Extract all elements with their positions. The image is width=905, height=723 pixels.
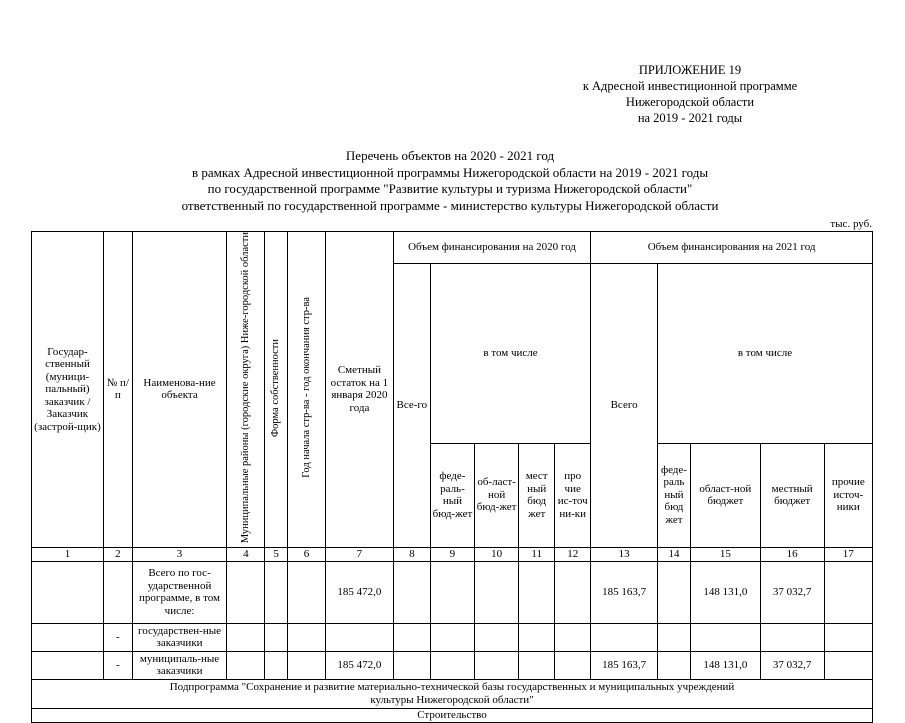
header-name: Наименова-ние объекта bbox=[132, 232, 227, 548]
header-num: № п/п bbox=[103, 232, 132, 548]
row-name: государствен-ные заказчики bbox=[132, 623, 227, 651]
header-fin-2021: Объем финансирования на 2021 год bbox=[591, 232, 873, 264]
row-total-2021 bbox=[591, 623, 658, 651]
title-line-2: в рамках Адресной инвестиционной программы Нижегородской области на 2019 - 2021 годы bbox=[191, 164, 709, 180]
header-total-2020: Все-го bbox=[393, 264, 430, 548]
col-number: 13 bbox=[591, 547, 658, 561]
row-dash: - bbox=[103, 651, 132, 679]
row-local-2021 bbox=[760, 623, 824, 651]
row-balance: 185 472,0 bbox=[325, 651, 393, 679]
title-line-4: ответственный по государственной программе - министерство культуры Нижегородской области bbox=[181, 197, 719, 213]
objects-table bbox=[31, 231, 873, 723]
row-balance bbox=[325, 623, 393, 651]
col-number: 10 bbox=[475, 547, 519, 561]
header-regional-2021: област-ной бюджет bbox=[690, 443, 760, 547]
col-number: 5 bbox=[265, 547, 288, 561]
header-local-2021: местный бюджет bbox=[760, 443, 824, 547]
header-years: Год начала стр-ва - год окончания стр-ва bbox=[300, 297, 312, 478]
row-balance: 185 472,0 bbox=[325, 561, 393, 623]
table-row bbox=[32, 623, 873, 651]
header-federal-2021: феде-раль ный бюд жет bbox=[658, 443, 691, 547]
col-number: 8 bbox=[393, 547, 430, 561]
col-number: 14 bbox=[658, 547, 691, 561]
unit-label: тыс. руб. bbox=[830, 218, 872, 230]
table-row bbox=[32, 651, 873, 679]
col-number: 4 bbox=[227, 547, 265, 561]
column-numbers-row bbox=[32, 547, 873, 561]
row-total-2021: 185 163,7 bbox=[591, 561, 658, 623]
subprogram-row bbox=[32, 679, 873, 708]
col-number: 15 bbox=[690, 547, 760, 561]
col-number: 3 bbox=[132, 547, 227, 561]
row-dash bbox=[103, 561, 132, 623]
subprogram-line-2: культуры Нижегородской области" bbox=[370, 693, 534, 706]
row-regional-2021: 148 131,0 bbox=[690, 651, 760, 679]
col-number: 1 bbox=[32, 547, 104, 561]
row-local-2021: 37 032,7 bbox=[760, 561, 824, 623]
header-fin-2020: Объем финансирования на 2020 год bbox=[393, 232, 590, 264]
appendix-header bbox=[540, 62, 840, 126]
row-total-2021: 185 163,7 bbox=[591, 651, 658, 679]
header-other-2021: прочие источ-ники bbox=[824, 443, 872, 547]
row-name: муниципаль-ные заказчики bbox=[132, 651, 227, 679]
col-number: 9 bbox=[430, 547, 474, 561]
col-number: 2 bbox=[103, 547, 132, 561]
header-customer: Государ-ственный (муници-пальный) заказчик / Заказчик (застрой-щик) bbox=[32, 232, 104, 548]
header-total-2021: Всего bbox=[591, 264, 658, 548]
appendix-line-4: на 2019 - 2021 годы bbox=[637, 111, 743, 125]
section-row: Строительство bbox=[32, 708, 873, 722]
row-dash: - bbox=[103, 623, 132, 651]
header-incl-2020: в том числе bbox=[430, 264, 590, 444]
title-line-3: по государственной программе "Развитие культуры и туризма Нижегородской области" bbox=[207, 181, 693, 196]
header-ownership: Форма собственности bbox=[270, 338, 282, 437]
table-row bbox=[32, 561, 873, 623]
row-regional-2021 bbox=[690, 623, 760, 651]
header-districts: Муниципальные районы (городские округа) Ниже-городской области bbox=[240, 232, 252, 544]
header-federal-2020: феде-раль-ный бюд-жет bbox=[430, 443, 474, 547]
header-local-2020: мест ный бюд жет bbox=[519, 443, 555, 547]
subprogram-line-1: Подпрограмма "Сохранение и развитие материально-технической базы государственных и муниципальных учреждений bbox=[169, 681, 735, 694]
col-number: 7 bbox=[325, 547, 393, 561]
header-other-2020: про чие ис-точ ни-ки bbox=[555, 443, 591, 547]
row-regional-2021: 148 131,0 bbox=[690, 561, 760, 623]
col-number: 6 bbox=[287, 547, 325, 561]
col-number: 16 bbox=[760, 547, 824, 561]
col-number: 17 bbox=[824, 547, 872, 561]
col-number: 11 bbox=[519, 547, 555, 561]
row-name: Всего по гос-ударственной программе, в том числе: bbox=[132, 561, 227, 623]
appendix-line-1: ПРИЛОЖЕНИЕ 19 bbox=[638, 63, 742, 77]
header-regional-2020: об-ласт-ной бюд-жет bbox=[475, 443, 519, 547]
appendix-line-2: к Адресной инвестиционной программе bbox=[582, 79, 798, 93]
row-local-2021: 37 032,7 bbox=[760, 651, 824, 679]
appendix-line-3: Нижегородской области bbox=[625, 95, 755, 109]
col-number: 12 bbox=[555, 547, 591, 561]
document-title bbox=[60, 148, 840, 214]
header-balance: Сметный остаток на 1 января 2020 года bbox=[325, 232, 393, 548]
title-line-1: Перечень объектов на 2020 - 2021 год bbox=[345, 148, 555, 163]
header-incl-2021: в том числе bbox=[658, 264, 873, 444]
